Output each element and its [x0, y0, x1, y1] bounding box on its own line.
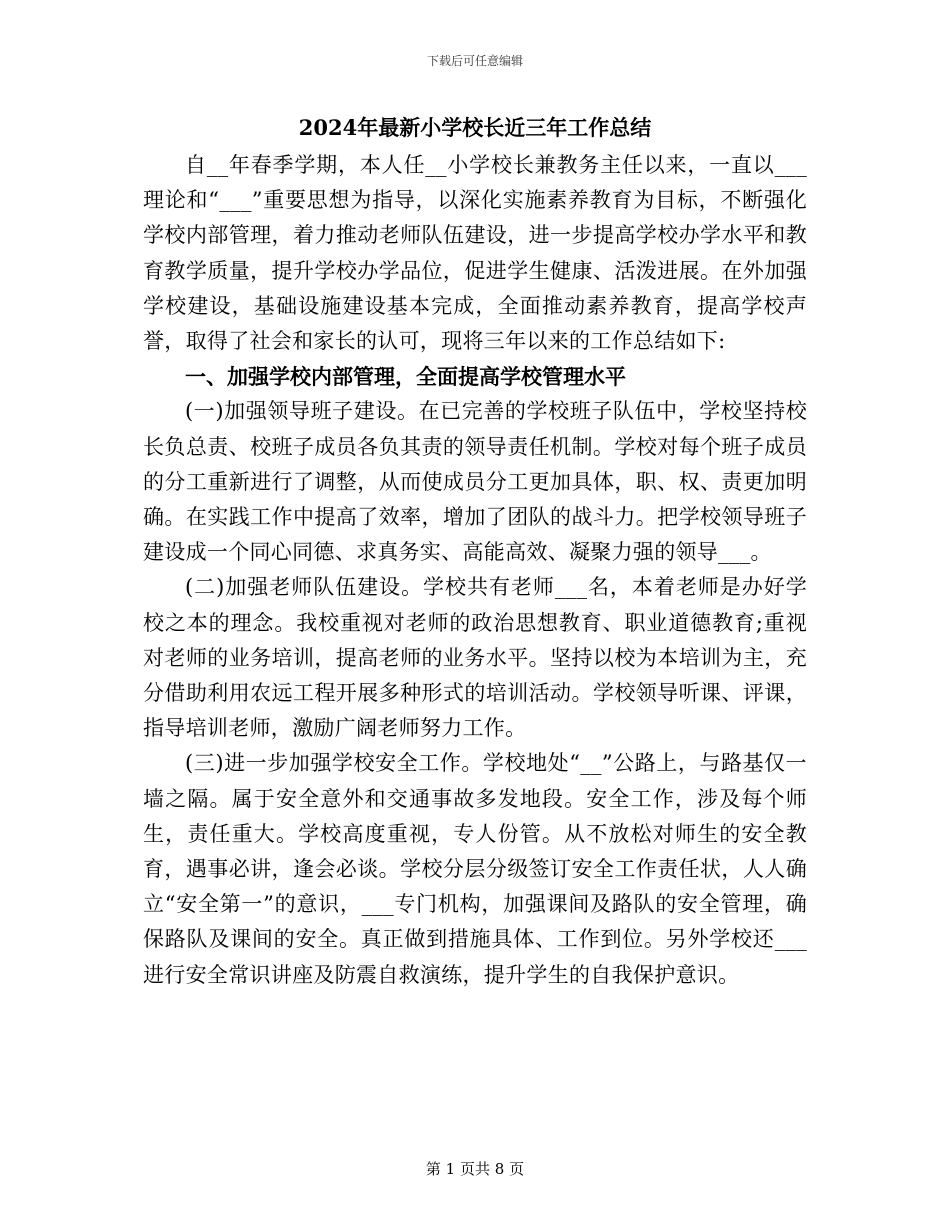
page-header: 下载后可任意编辑: [426, 54, 523, 68]
section-heading: 一、加强学校内部管理，全面提高学校管理水平: [185, 364, 626, 390]
paragraph-safety: (三)进一步加强学校安全工作。学校地处“__”公路上，与路基仅一墙之隔。属于安全意外和交通事故多发地段。安全工作，涉及每个师生，责任重大。学校高度重视，专人份管。从不放松对师生的安全教育，遇事必讲，逢会必谈。学校分层分级签订安全工作责任状，人人确立“安全第一”的意识，___专门机构，加强课间及路队的安全管理，确保路队及课间的安全。真正做到措施具体、工作到位。另外学校还___进行安全常识讲座及防震自救演练，提升学生的自我保护意识。: [143, 751, 807, 987]
paragraph-teachers: (二)加强老师队伍建设。学校共有老师___名，本着老师是办好学校之本的理念。我校重视对老师的政治思想教育、职业道德教育;重视对老师的业务培训，提高老师的业务水平。坚持以校为本培训为主，充分借助利用农远工程开展多种形式的培训活动。学校领导听课、评课，指导培训老师，激励广阔老师努力工作。: [143, 575, 807, 741]
page-number: 第 1 页共 8 页: [425, 1160, 525, 1178]
paragraph-leadership: (一)加强领导班子建设。在已完善的学校班子队伍中，学校坚持校长负总责、校班子成员各负其责的领导责任机制。学校对每个班子成员的分工重新进行了调整，从而使成员分工更加具体，职、权、责更加明确。在实践工作中提高了效率，增加了团队的战斗力。把学校领导班子建设成一个同心同德、求真务实、高能高效、凝聚力强的领导___。: [143, 399, 807, 565]
document-body: [143, 112, 807, 993]
document-title: 2024年最新小学校长近三年工作总结: [298, 115, 652, 140]
intro-paragraph: 自__年春季学期，本人任__小学校长兼教务主任以来，一直以___理论和“___”重要思想为指导，以深化实施素养教育为目标，不断强化学校内部管理，着力推动老师队伍建设，进一步提高学校办学水平和教育教学质量，提升学校办学品位，促进学生健康、活泼进展。在外加强学校建设，基础设施建设基本完成，全面推动素养教育，提高学校声誉，取得了社会和家长的认可，现将三年以来的工作总结如下:: [143, 153, 807, 354]
